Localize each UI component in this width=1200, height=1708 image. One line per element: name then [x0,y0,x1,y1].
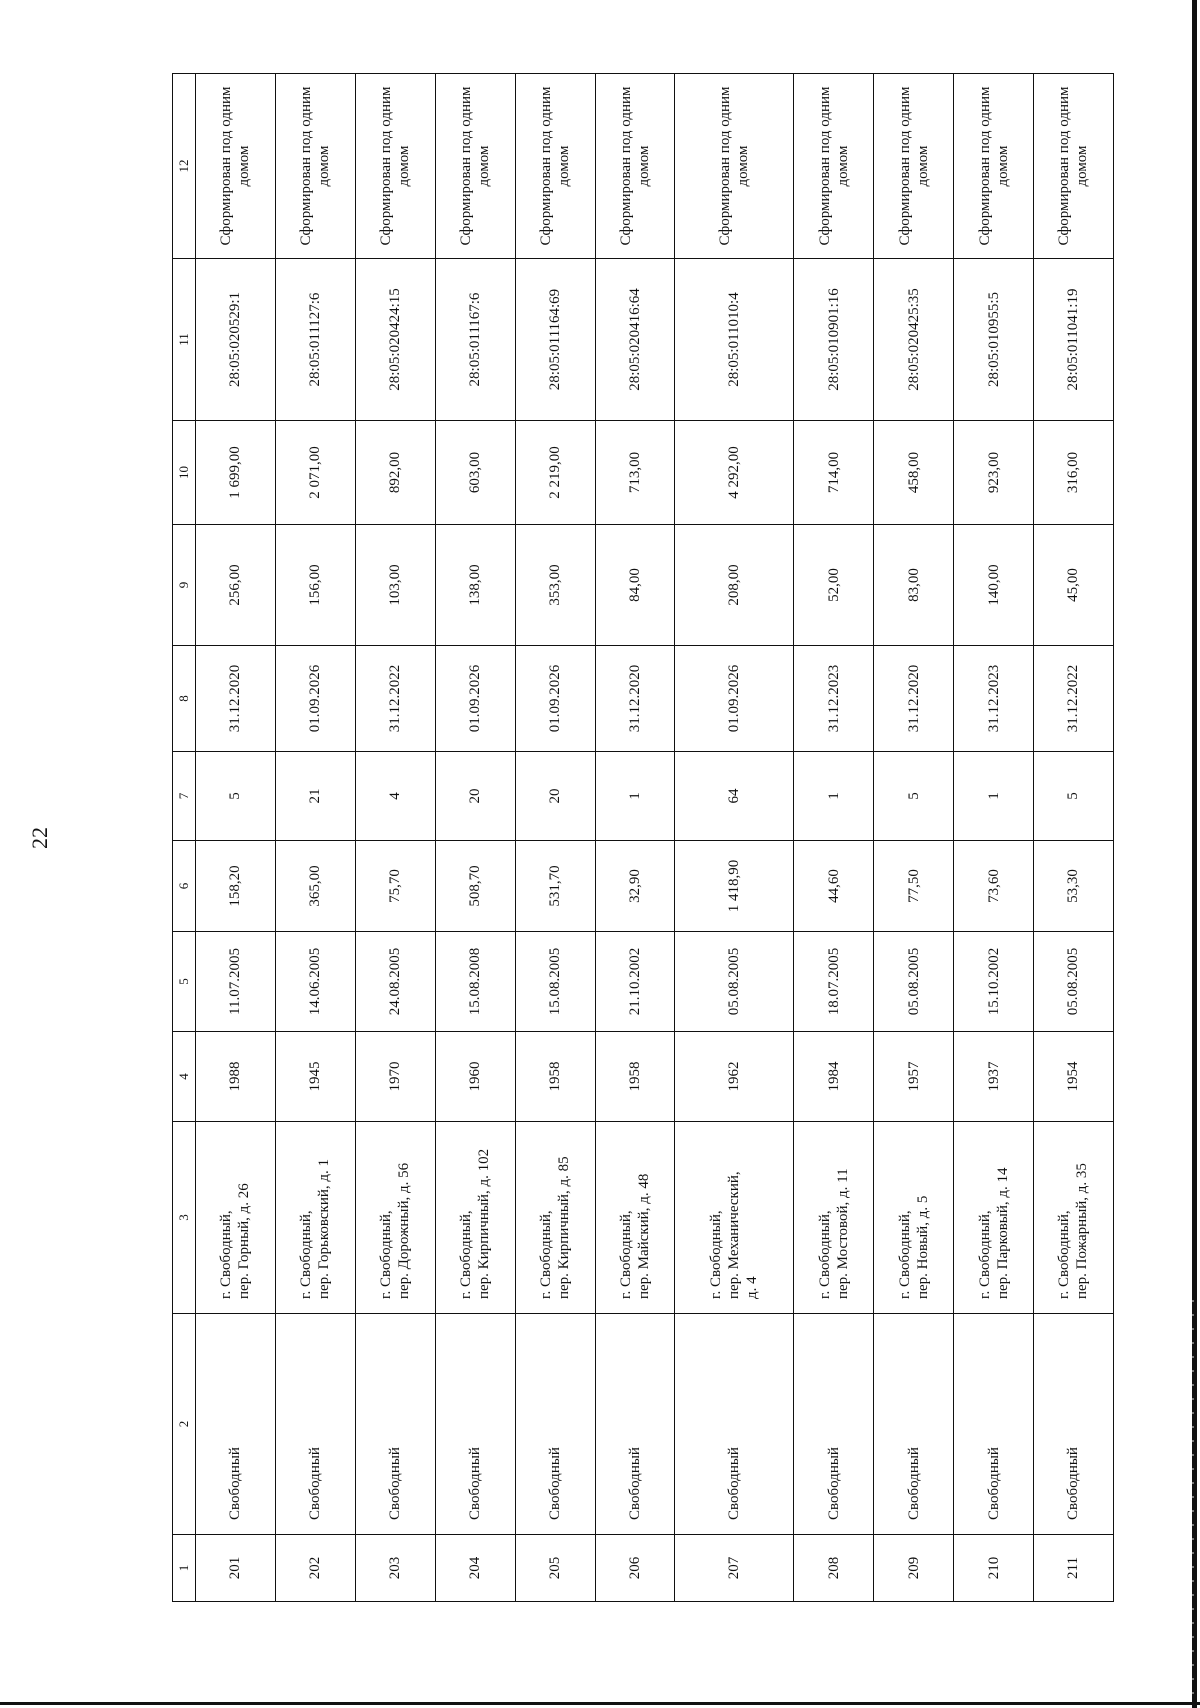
column-number-header: 12 [173,74,196,259]
address-cell [675,1122,794,1314]
address-cell [794,1122,874,1314]
total-area-cell: 158,20 [196,841,276,932]
row-number-cell: 209 [874,1535,954,1602]
recognition-date-cell: 14.06.2005 [275,932,355,1032]
total-area-cell: 53,30 [1033,841,1113,932]
rotated-table-container [172,74,1114,1602]
row-number-cell: 203 [355,1535,435,1602]
settlement-cell: Свободный [435,1314,515,1535]
table-row [1033,74,1113,1602]
residents-count-cell: 5 [874,752,954,841]
address-line: пер. Новый, д. 5 [914,1195,931,1299]
resettlement-deadline-cell: 31.12.2022 [1033,646,1113,752]
recognition-date-cell: 18.07.2005 [794,932,874,1032]
address-cell [515,1122,595,1314]
table-row [595,74,675,1602]
table-row [515,74,595,1602]
address-line: пер. Парковый, д. 14 [994,1167,1011,1299]
cadastral-number-cell: 28:05:011167:6 [435,259,515,421]
build-year-cell: 1984 [794,1032,874,1122]
address-cell [954,1122,1034,1314]
total-area-cell: 73,60 [954,841,1034,932]
recognition-date-cell: 15.10.2002 [954,932,1034,1032]
total-area-cell: 508,70 [435,841,515,932]
land-area-cell: 2 219,00 [515,421,595,525]
settlement-cell: Свободный [794,1314,874,1535]
resettlement-deadline-cell: 01.09.2026 [435,646,515,752]
build-year-cell: 1960 [435,1032,515,1122]
address-line: г. Свободный, [617,1210,634,1299]
total-area-cell: 365,00 [275,841,355,932]
cadastral-number-cell: 28:05:011127:6 [275,259,355,421]
address-cell [355,1122,435,1314]
column-number-header: 8 [173,646,196,752]
build-year-cell: 1962 [675,1032,794,1122]
row-number-cell: 211 [1033,1535,1113,1602]
column-number-header: 5 [173,932,196,1032]
address-line: пер. Пожарный, д. 35 [1074,1163,1091,1299]
column-number-header: 11 [173,259,196,421]
address-line: г. Свободный, [298,1210,315,1299]
build-year-cell: 1958 [595,1032,675,1122]
address-cell [874,1122,954,1314]
settlement-cell: Свободный [595,1314,675,1535]
total-area-cell: 75,70 [355,841,435,932]
residents-count-cell: 20 [435,752,515,841]
address-line: г. Свободный, [458,1210,475,1299]
row-number-cell: 202 [275,1535,355,1602]
total-area-cell: 531,70 [515,841,595,932]
land-status-cell: Сформирован под одним домом [874,74,954,259]
address-line: г. Свободный, [816,1210,833,1299]
cadastral-number-cell: 28:05:011010:4 [675,259,794,421]
land-area-cell: 714,00 [794,421,874,525]
land-status-cell: Сформирован под одним домом [675,74,794,259]
address-line: пер. Механический, [726,1171,743,1299]
resettlement-deadline-cell: 31.12.2020 [595,646,675,752]
row-number-cell: 206 [595,1535,675,1602]
build-year-cell: 1957 [874,1032,954,1122]
land-status-cell: Сформирован под одним домом [515,74,595,259]
address-line: г. Свободный, [218,1210,235,1299]
registry-table-area [172,74,1114,1602]
settlement-cell: Свободный [1033,1314,1113,1535]
table-row [675,74,794,1602]
column-number-header: 4 [173,1032,196,1122]
recognition-date-cell: 15.08.2005 [515,932,595,1032]
land-area-cell: 316,00 [1033,421,1113,525]
total-area-cell: 32,90 [595,841,675,932]
land-status-cell: Сформирован под одним домом [275,74,355,259]
address-cell [595,1122,675,1314]
resettlement-deadline-cell: 01.09.2026 [675,646,794,752]
scan-artifact [1192,1300,1194,1700]
land-status-cell: Сформирован под одним домом [435,74,515,259]
emergency-area-cell: 353,00 [515,525,595,646]
address-line: г. Свободный, [976,1210,993,1299]
land-status-cell: Сформирован под одним домом [1033,74,1113,259]
address-line: пер. Дорожный, д. 56 [396,1162,413,1299]
land-area-cell: 2 071,00 [275,421,355,525]
resettlement-deadline-cell: 31.12.2020 [874,646,954,752]
emergency-area-cell: 256,00 [196,525,276,646]
row-number-cell: 201 [196,1535,276,1602]
page-number: 22 [27,827,52,849]
residents-count-cell: 1 [954,752,1034,841]
table-row [275,74,355,1602]
row-number-cell: 204 [435,1535,515,1602]
residents-count-cell: 1 [794,752,874,841]
residents-count-cell: 1 [595,752,675,841]
total-area-cell: 44,60 [794,841,874,932]
address-line: д. 4 [744,1276,761,1299]
table-row [874,74,954,1602]
table-row [355,74,435,1602]
land-area-cell: 892,00 [355,421,435,525]
emergency-area-cell: 52,00 [794,525,874,646]
settlement-cell: Свободный [675,1314,794,1535]
emergency-area-cell: 103,00 [355,525,435,646]
residents-count-cell: 4 [355,752,435,841]
build-year-cell: 1937 [954,1032,1034,1122]
column-number-row [173,74,196,1602]
address-line: г. Свободный, [378,1210,395,1299]
recognition-date-cell: 11.07.2005 [196,932,276,1032]
build-year-cell: 1970 [355,1032,435,1122]
settlement-cell: Свободный [874,1314,954,1535]
land-status-cell: Сформирован под одним домом [794,74,874,259]
land-area-cell: 923,00 [954,421,1034,525]
cadastral-number-cell: 28:05:020416:64 [595,259,675,421]
land-area-cell: 713,00 [595,421,675,525]
column-number-header: 9 [173,525,196,646]
table-row [435,74,515,1602]
address-cell [1033,1122,1113,1314]
land-area-cell: 603,00 [435,421,515,525]
build-year-cell: 1958 [515,1032,595,1122]
resettlement-deadline-cell: 31.12.2023 [794,646,874,752]
table-row [954,74,1034,1602]
address-line: пер. Кирпичный, д. 85 [556,1156,573,1299]
land-status-cell: Сформирован под одним домом [595,74,675,259]
emergency-area-cell: 84,00 [595,525,675,646]
resettlement-deadline-cell: 31.12.2023 [954,646,1034,752]
residents-count-cell: 21 [275,752,355,841]
cadastral-number-cell: 28:05:011041:19 [1033,259,1113,421]
column-number-header: 1 [173,1535,196,1602]
address-line: пер. Майский, д. 48 [635,1173,652,1299]
land-area-cell: 4 292,00 [675,421,794,525]
emergency-area-cell: 45,00 [1033,525,1113,646]
recognition-date-cell: 05.08.2005 [1033,932,1113,1032]
land-status-cell: Сформирован под одним домом [954,74,1034,259]
settlement-cell: Свободный [275,1314,355,1535]
resettlement-deadline-cell: 01.09.2026 [275,646,355,752]
settlement-cell: Свободный [954,1314,1034,1535]
residents-count-cell: 64 [675,752,794,841]
row-number-cell: 205 [515,1535,595,1602]
resettlement-deadline-cell: 31.12.2022 [355,646,435,752]
resettlement-deadline-cell: 31.12.2020 [196,646,276,752]
recognition-date-cell: 05.08.2005 [874,932,954,1032]
recognition-date-cell: 15.08.2008 [435,932,515,1032]
address-line: пер. Кирпичный, д. 102 [476,1148,493,1299]
row-number-cell: 208 [794,1535,874,1602]
cadastral-number-cell: 28:05:020529:1 [196,259,276,421]
cadastral-number-cell: 28:05:011164:69 [515,259,595,421]
build-year-cell: 1945 [275,1032,355,1122]
address-line: г. Свободный, [538,1210,555,1299]
resettlement-deadline-cell: 01.09.2026 [515,646,595,752]
column-number-header: 3 [173,1122,196,1314]
table-row [196,74,276,1602]
emergency-area-cell: 140,00 [954,525,1034,646]
column-number-header: 10 [173,421,196,525]
settlement-cell: Свободный [196,1314,276,1535]
recognition-date-cell: 21.10.2002 [595,932,675,1032]
address-line: г. Свободный, [896,1210,913,1299]
column-number-header: 2 [173,1314,196,1535]
total-area-cell: 1 418,90 [675,841,794,932]
emergency-area-cell: 138,00 [435,525,515,646]
address-cell [196,1122,276,1314]
land-area-cell: 1 699,00 [196,421,276,525]
page-bottom-edge [0,1702,1200,1705]
column-number-header: 6 [173,841,196,932]
address-cell [275,1122,355,1314]
land-status-cell: Сформирован под одним домом [196,74,276,259]
land-area-cell: 458,00 [874,421,954,525]
cadastral-number-cell: 28:05:020425:35 [874,259,954,421]
row-number-cell: 210 [954,1535,1034,1602]
land-status-cell: Сформирован под одним домом [355,74,435,259]
cadastral-number-cell: 28:05:010955:5 [954,259,1034,421]
row-number-cell: 207 [675,1535,794,1602]
column-number-header: 7 [173,752,196,841]
residents-count-cell: 5 [196,752,276,841]
recognition-date-cell: 24.08.2005 [355,932,435,1032]
total-area-cell: 77,50 [874,841,954,932]
emergency-area-cell: 156,00 [275,525,355,646]
cadastral-number-cell: 28:05:010901:16 [794,259,874,421]
emergency-area-cell: 208,00 [675,525,794,646]
table-row [794,74,874,1602]
address-line: г. Свободный, [1056,1210,1073,1299]
housing-registry-table [172,73,1114,1602]
settlement-cell: Свободный [515,1314,595,1535]
recognition-date-cell: 05.08.2005 [675,932,794,1032]
address-cell [435,1122,515,1314]
address-line: пер. Мостовой, д. 11 [834,1168,851,1299]
address-line: г. Свободный, [708,1210,725,1299]
settlement-cell: Свободный [355,1314,435,1535]
residents-count-cell: 20 [515,752,595,841]
build-year-cell: 1954 [1033,1032,1113,1122]
build-year-cell: 1988 [196,1032,276,1122]
residents-count-cell: 5 [1033,752,1113,841]
address-line: пер. Горный, д. 26 [236,1183,253,1299]
emergency-area-cell: 83,00 [874,525,954,646]
cadastral-number-cell: 28:05:020424:15 [355,259,435,421]
address-line: пер. Горьковский, д. 1 [316,1158,333,1299]
